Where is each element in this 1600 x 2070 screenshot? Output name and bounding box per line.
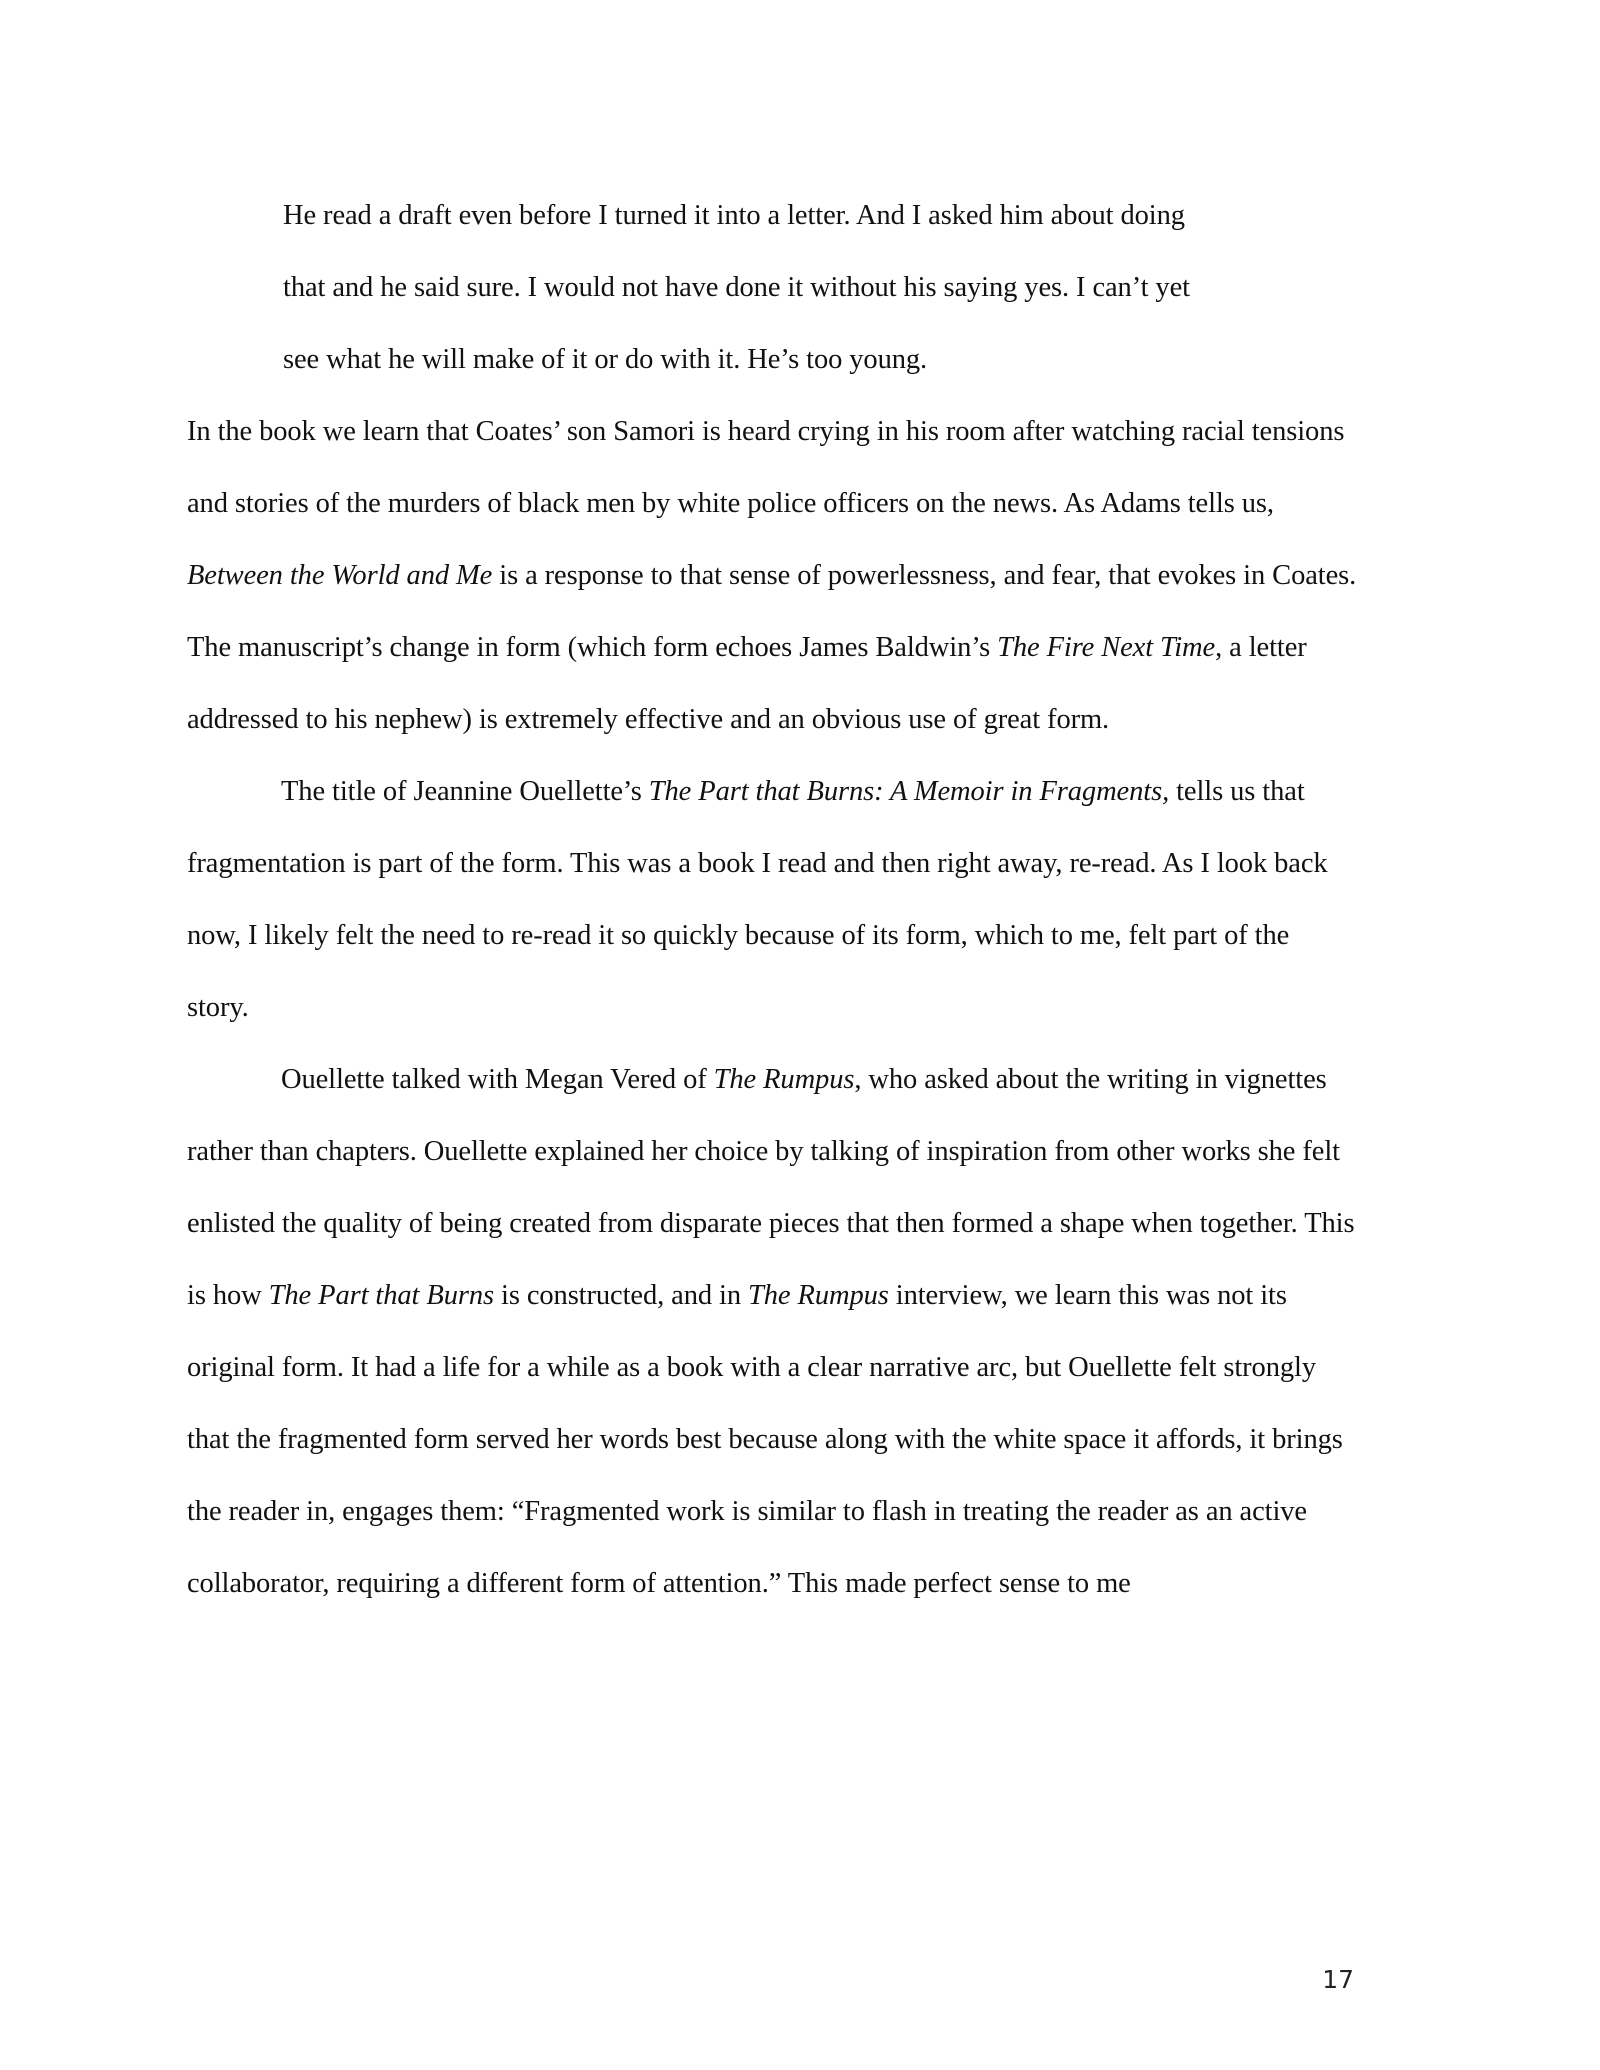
book-title: The Part that Burns: [268, 1280, 494, 1311]
paragraph-rumpus-interview: Ouellette talked with Megan Vered of The Rumpus, who asked about the writing in vignettes rather than chapters. Ouellette explained her choice by talking of inspiration from other works she felt enlisted the quality of being created from disparate pieces that then formed a shape when together. This is how The Part that Burns is constructed, and in The Rumpus interview, we learn this was not its original form. It had a life for a while as a book with a clear narrative arc, but Ouellette felt strongly that the fragmented form served her words best because along with the white space it affords, it brings the reader in, engages them: “Fragmented work is similar to flash in treating the reader as an active collaborator, requiring a different form of attention.” This made perfect sense to me: [187, 1064, 1355, 1599]
block-quote-line: that and he said sure. I would not have done it without his saying yes. I can’t yet: [283, 272, 1190, 303]
paragraph-ouellette-title: The title of Jeannine Ouellette’s The Part that Burns: A Memoir in Fragments, tells us that fragmentation is part of the form. This was a book I read and then right away, re-read. As I look back now, I likely felt the need to re-read it so quickly because of its form, which to me, felt part of the story.: [187, 776, 1328, 1023]
paragraph-coates: In the book we learn that Coates’ son Samori is heard crying in his room after watching racial tensions and stories of the murders of black men by white police officers on the news. As Adams tells us, Between the World and Me is a response to that sense of powerlessness, and fear, that evokes in Coates. The manuscript’s change in form (which form echoes James Baldwin’s The Fire Next Time, a letter addressed to his nephew) is extremely effective and an obvious use of great form.: [187, 416, 1357, 735]
block-quote-line: He read a draft even before I turned it into a letter. And I asked him about doing: [283, 200, 1185, 231]
block-quote: [283, 180, 1343, 396]
block-quote-line: see what he will make of it or do with it. He’s too young.: [283, 344, 928, 375]
publication-title: The Rumpus: [713, 1064, 855, 1095]
book-title: The Fire Next Time: [997, 632, 1216, 663]
publication-title: The Rumpus: [748, 1280, 889, 1311]
book-title: Between the World and Me: [187, 560, 493, 591]
book-title: The Part that Burns: A Memoir in Fragments,: [648, 776, 1170, 807]
body-text: [187, 180, 1357, 1620]
page-number: 17: [1322, 1965, 1354, 1994]
